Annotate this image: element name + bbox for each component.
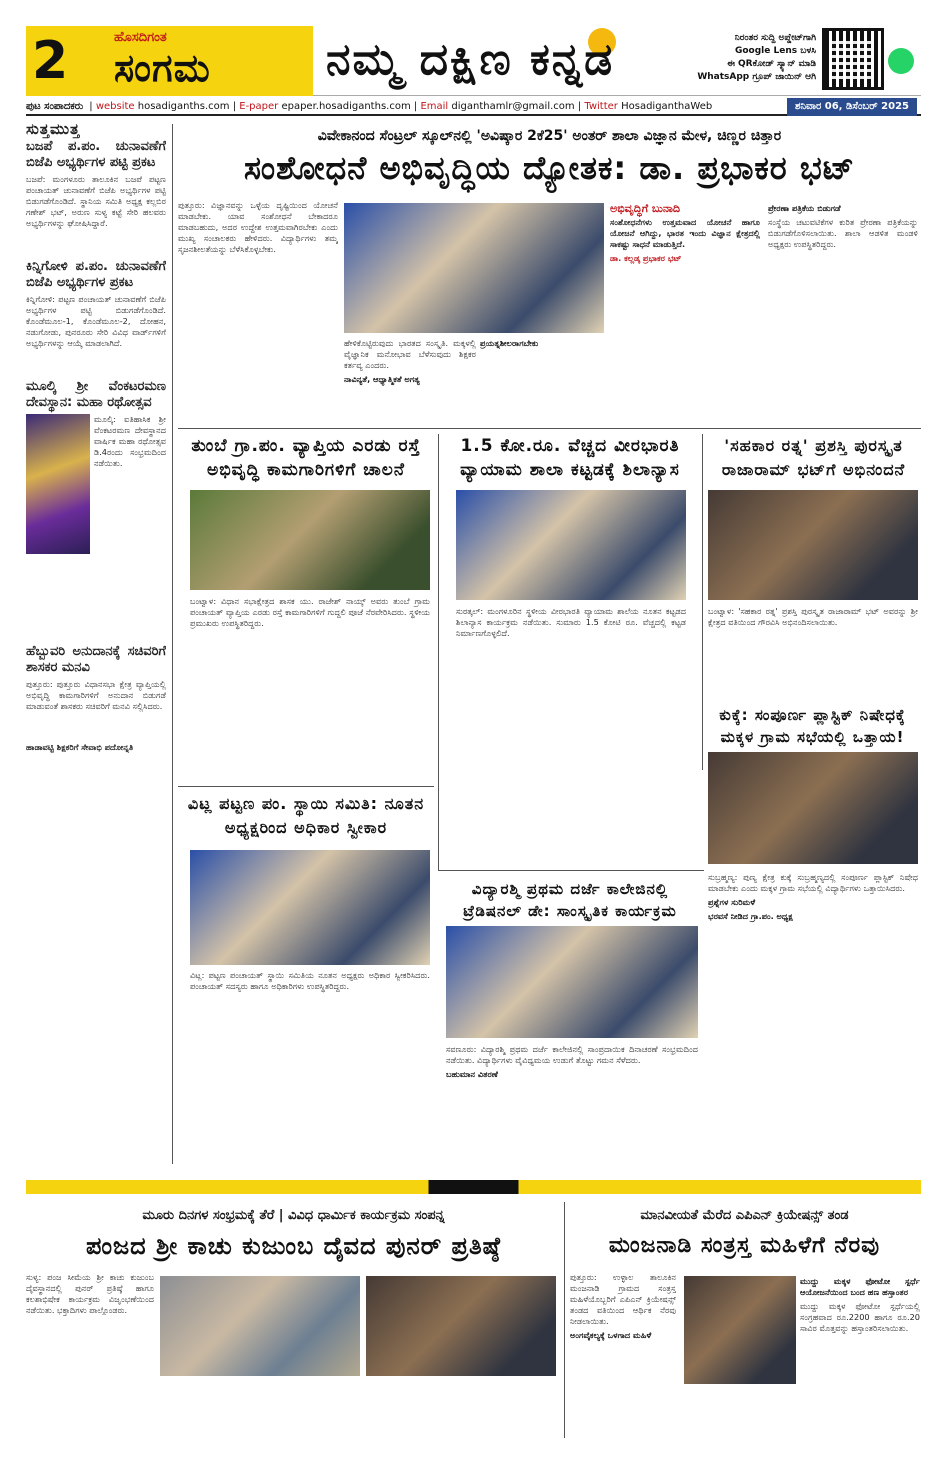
page-number: 2	[32, 31, 69, 91]
pullquote-title: ಅಭಿವೃದ್ಧಿಗೆ ಬುನಾದಿ	[610, 203, 680, 215]
col-divider-1	[438, 434, 439, 870]
website-link[interactable]: hosadiganths.com	[137, 101, 230, 112]
qr-text	[686, 32, 816, 84]
gym-divider	[438, 870, 704, 871]
lead-body-mid	[344, 338, 476, 424]
website-label: website	[95, 101, 135, 112]
sidebar-story1-body: ಬಜಪೆ: ಮಂಗಳೂರು ತಾಲೂಕಿನ ಬಜಪೆ ಪಟ್ಟಣ ಪಂಚಾಯತ್ ಚುನಾವಣೆಗೆ ಬಿಜೆಪಿ ಅಭ್ಯರ್ಥಿಗಳ ಪಟ್ಟಿ ಬಿಡುಗಡೆಗೊಂಡಿದೆ. ಸ್ಥಾನಿಯ ಸಮಿತಿ ಅಧ್ಯಕ್ಷ ಕಲ್ಲಬಿರ ಗಣೇಶ್ ಭಟ್, ಅರುಣ ಸುಳ್ಯ ಕಟ್ಟೆ ಸೇರಿ ಹಲವರು ಅಭ್ಯರ್ಥಿಗಳನ್ನು ಘೋಷಿಸಿದ್ದಾರೆ.	[26, 174, 166, 228]
help-sub1: ಅಂಗವೈಕಲ್ಯಕ್ಕೆ ಒಳಗಾದ ಮಹಿಳೆ	[570, 1330, 652, 1340]
lead-pullquote	[610, 203, 760, 319]
road-divider	[178, 786, 434, 787]
lead-body-left-text: ಪುತ್ತೂರು: ವಿಜ್ಞಾನವನ್ನು ಒಳ್ಳೆಯ ದೃಷ್ಟಿಯಿಂದ ಯೋಚನೆ ಮಾಡಬೇಕು. ಯಾವ ಸಂಶೋಧನೆ ಬೇಕಾದರೂ ಮಾಡಬಹುದು, ಅದರ ಉದ್ದೇಶ ಉತ್ತಮವಾಗಿರಬೇಕು ಎಂದು ಮುಖ್ಯ ಸಂಚಾಲಕರು ಹೇಳಿದರು. ವಿದ್ಯಾರ್ಥಿಗಳು ತಮ್ಮ ಸೃಜನಶೀಲತೆಯನ್ನು ಬೆಳೆಸಿಕೊಳ್ಳಬೇಕು.	[178, 200, 338, 254]
plastic-body	[708, 872, 918, 1164]
award-photo	[708, 490, 918, 600]
twitter-link[interactable]: HosadiganthaWeb	[621, 101, 713, 112]
lead-sub1: ನಾವಿನ್ಯತೆ, ಆಧ್ಯಾತ್ಮಿಕತೆ ಅಗತ್ಯ	[344, 374, 420, 384]
lead-kicker: ವಿವೇಕಾನಂದ ಸೆಂಟ್ರಲ್ ಸ್ಕೂಲ್‌ನಲ್ಲಿ 'ಅವಿಷ್ಕಾರ 2ಕೆ25' ಅಂತರ್ ಶಾಲಾ ವಿಜ್ಞಾನ ಮೇಳ, ಚಿಣ್ಣರ ಚಿತ್ತಾರ	[317, 128, 782, 144]
lead-photo	[344, 203, 604, 333]
twitter-label: Twitter	[584, 101, 618, 112]
help-photo	[684, 1276, 796, 1384]
issue-date: ಶನಿವಾರ 06, ಡಿಸೆಂಬರ್ 2025	[787, 98, 917, 116]
lead-right-body: ಸಂಸ್ಥೆಯ ಚಟುವಟಿಕೆಗಳ ಕುರಿತ ಪ್ರೇರಣಾ ಪತ್ರಿಕೆಯನ್ನು ಬಿಡುಗಡೆಗೊಳಿಸಲಾಯಿತು. ಶಾಲಾ ಆಡಳಿತ ಮಂಡಳಿ ಅಧ್ಯಕ್ಷರು ಉಪಸ್ಥಿತರಿದ್ದರು.	[768, 217, 918, 249]
college-body-text: ಸವಣೂರು: ವಿದ್ಯಾರಶ್ಮಿ ಪ್ರಥಮ ದರ್ಜೆ ಕಾಲೇಜಿನಲ್ಲಿ ಸಾಂಪ್ರದಾಯಿಕ ದಿನಾಚರಣೆ ಸಂಭ್ರಮದಿಂದ ನಡೆಯಿತು. ವಿದ್ಯಾರ್ಥಿಗಳು ವೈವಿಧ್ಯಮಯ ಉಡುಗೆ ತೊಟ್ಟು ಗಮನ ಸೆಳೆದರು.	[446, 1044, 698, 1065]
lead-body-left	[178, 200, 338, 420]
temple-photo-1	[160, 1276, 360, 1376]
masthead-title: ನಮ್ಮ ದಕ್ಷಿಣ ಕನ್ನಡ	[326, 34, 615, 85]
gym-body-text: ಸುರತ್ಕಲ್: ಮಂಗಳೂರಿನ ಸ್ಥಳೀಯ ವೀರಭಾರತಿ ವ್ಯಾಯಾಮ ಶಾಲೆಯ ನೂತನ ಕಟ್ಟಡದ ಶಿಲಾನ್ಯಾಸ ಕಾರ್ಯಕ್ರಮ ನಡೆಯಿತು. ಸುಮಾರು 1.5 ಕೋಟಿ ರೂ. ವೆಚ್ಚದಲ್ಲಿ ಕಟ್ಟಡ ನಿರ್ಮಾಣಗೊಳ್ಳಲಿದೆ.	[456, 606, 686, 638]
lead-body-mid2	[480, 338, 604, 424]
qr-line-2: Google Lens ಬಳಸಿ	[734, 46, 816, 56]
temple-body	[26, 1272, 154, 1432]
qr-line-1: ನಿರಂತರ ಸುದ್ದಿ ಅಪ್ಡೇಟ್‌ಗಾಗಿ	[734, 33, 816, 43]
award-headline: 'ಸಹಕಾರ ರತ್ನ' ಪ್ರಶಸ್ತಿ ಪುರಸ್ಕೃತ ರಾಜಾರಾಮ್ ಭಟ್‌ಗೆ ಅಭಿನಂದನೆ	[721, 436, 906, 479]
qr-code-icon[interactable]	[822, 28, 884, 90]
temple-chariot-photo	[26, 414, 90, 554]
sidebar-story3-body: ಮೂಲ್ಕಿ: ಐತಿಹಾಸಿಕ ಶ್ರೀ ವೆಂಕಟರಮಣ ದೇವಸ್ಥಾನದ ವಾರ್ಷಿಕ ಮಹಾ ರಥೋತ್ಸವ ಡಿ.4ರಂದು ಸಂಭ್ರಮದಿಂದ ನಡೆಯಿತು.	[94, 414, 166, 468]
sidebar-story2-headline: ಕಿನ್ನಿಗೋಳಿ ಪ.ಪಂ. ಚುನಾವಣೆಗೆ ಬಿಜೆಪಿ ಅಭ್ಯರ್ಥಿಗಳ ಪ್ರಕಟ	[26, 259, 166, 290]
help-body-text: ಪುತ್ತೂರು: ಉಳ್ಳಾಲ ತಾಲೂಕಿನ ಮಂಜನಾಡಿ ಗ್ರಾಮದ ಸಂತ್ರಸ್ತ ಮಹಿಳೆಯೊಬ್ಬರಿಗೆ ಎಪಿಎನ್ ಕ್ರಿಯೇಷನ್ಸ್ ತಂಡದ ವತಿಯಿಂದ ಆರ್ಥಿಕ ನೆರವು ನೀಡಲಾಯಿತು.	[570, 1272, 676, 1326]
help-body2: ಮುದ್ದು ಮಕ್ಕಳ ಫೋಟೋ ಸ್ಪರ್ಧೆಯಲ್ಲಿ ಸಂಗ್ರಹವಾದ ರೂ.2200 ಹಾಗೂ ರೂ.20 ಸಾವಿರ ಮೊತ್ತವನ್ನು ಹಸ್ತಾಂತರಿಸಲಾಯಿತು.	[800, 1301, 920, 1333]
help-sidebox	[800, 1276, 920, 1436]
gym-photo	[456, 490, 686, 600]
masthead	[26, 26, 921, 96]
gym-body	[456, 606, 686, 870]
epaper-label: E-paper	[239, 101, 279, 112]
sidebar	[26, 124, 166, 1164]
sidebar-story4-sub: ಹಾಡಾವಟ್ಟಿ ಶಿಕ್ಷಕರಿಗೆ ಸೇವಾಭಿ ಪದೋನ್ನತಿ	[26, 742, 134, 752]
qr-line-4: WhatsApp ಗ್ರೂಪ್ ಜಾಯಿನ್ ಆಗಿ	[697, 72, 816, 82]
pullquote-body: ಸಂಶೋಧನೆಗಳು ಉತ್ತಮವಾದ ಯೋಚನೆ ಹಾಗೂ ಯೋಜನೆ ಆಗಿದ್ದು, ಭಾರತ ಇಂದು ವಿಜ್ಞಾನ ಕ್ಷೇತ್ರದಲ್ಲಿ ಸಾಕಷ್ಟು ಸಾಧನೆ ಮಾಡುತ್ತಿದೆ.	[610, 217, 760, 249]
road-body	[190, 596, 430, 782]
vitla-body	[190, 970, 430, 1164]
email-label: Email	[420, 101, 449, 112]
plastic-sub1: ಪ್ರಶ್ನೆಗಳ ಸುರಿಮಳೆ	[708, 897, 756, 907]
col-divider-2	[702, 434, 703, 770]
plastic-sub2: ಭರವಸೆ ನೀಡಿದ ಗ್ರಾ.ಪಂ. ಅಧ್ಯಕ್ಷ	[708, 911, 793, 921]
sidebar-story4-body: ಪುತ್ತೂರು: ಪುತ್ತೂರು ವಿಧಾನಸಭಾ ಕ್ಷೇತ್ರ ವ್ಯಾಪ್ತಿಯಲ್ಲಿ ಅಭಿವೃದ್ಧಿ ಕಾಮಗಾರಿಗಳಿಗೆ ಅನುದಾನ ಬಿಡುಗಡೆ ಮಾಡುವಂತೆ ಶಾಸಕರು ಸಚಿವರಿಗೆ ಮನವಿ ಸಲ್ಲಿಸಿದರು.	[26, 679, 166, 711]
college-headline: ವಿದ್ಯಾರಶ್ಮಿ ಪ್ರಥಮ ದರ್ಜೆ ಕಾಲೇಜಿನಲ್ಲಿ ಟ್ರೆಡಿಷನಲ್ ಡೇ: ಸಾಂಸ್ಕೃತಿಕ ಕಾರ್ಯಕ್ರಮ	[463, 880, 677, 920]
award-body	[708, 606, 918, 700]
vitla-photo	[190, 850, 430, 965]
temple-kicker: ಮೂರು ದಿನಗಳ ಸಂಭ್ರಮಕ್ಕೆ ತೆರೆ | ವಿವಿಧ ಧಾರ್ಮಿಕ ಕಾರ್ಯಕ್ರಮ ಸಂಪನ್ನ	[142, 1208, 445, 1223]
email-link[interactable]: diganthamlr@gmail.com	[451, 101, 575, 112]
qr-line-3: ಈ QRಕೋಡ್ ಸ್ಕ್ಯಾನ್ ಮಾಡಿ	[727, 59, 816, 69]
gym-headline: 1.5 ಕೋ.ರೂ. ವೆಚ್ಚದ ವೀರಭಾರತಿ ವ್ಯಾಯಾಮ ಶಾಲಾ ಕಟ್ಟಡಕ್ಕೆ ಶಿಲಾನ್ಯಾಸ	[460, 436, 680, 480]
epaper-link[interactable]: epaper.hosadiganths.com	[281, 101, 411, 112]
plastic-headline: ಕುಕ್ಕೆ: ಸಂಪೂರ್ಣ ಪ್ಲಾಸ್ಟಿಕ್ ನಿಷೇಧಕ್ಕೆ ಮಕ್ಕಳ ಗ್ರಾಮ ಸಭೆಯಲ್ಲಿ ಒತ್ತಾಯ!	[719, 706, 906, 746]
plastic-photo	[708, 752, 918, 864]
vitla-body-text: ವಿಟ್ಲ: ಪಟ್ಟಣ ಪಂಚಾಯತ್ ಸ್ಥಾಯಿ ಸಮಿತಿಯ ನೂತನ ಅಧ್ಯಕ್ಷರು ಅಧಿಕಾರ ಸ್ವೀಕರಿಸಿದರು. ಪಂಚಾಯತ್ ಸದಸ್ಯರು ಹಾಗೂ ಅಧಿಕಾರಿಗಳು ಉಪಸ್ಥಿತರಿದ್ದರು.	[190, 970, 430, 991]
temple-photo-2	[366, 1276, 556, 1376]
whatsapp-icon	[888, 48, 914, 74]
sidebar-title: ಸುತ್ತಮುತ್ತ	[26, 124, 81, 138]
sidebar-story2-body: ಕಿನ್ನಿಗೋಳಿ: ಪಟ್ಟಣ ಪಂಚಾಯತ್ ಚುನಾವಣೆಗೆ ಬಿಜೆಪಿ ಅಭ್ಯರ್ಥಿಗಳ ಪಟ್ಟಿ ಬಿಡುಗಡೆಗೊಂಡಿದೆ. ಕೊಂಡೆಮೂಲ-1, ಕೊಂಡೆಮೂಲ-2, ದೋಹನ, ನಡುಗೋಡು, ಪುನರೂರು ಸೇರಿ ವಿವಿಧ ವಾರ್ಡ್‌ಗಳಿಗೆ ಅಭ್ಯರ್ಥಿಗಳನ್ನು ಆಯ್ಕೆ ಮಾಡಲಾಗಿದೆ.	[26, 294, 166, 348]
bottom-divider	[564, 1202, 565, 1438]
vitla-headline: ವಿಟ್ಲ ಪಟ್ಟಣ ಪಂ. ಸ್ಥಾಯಿ ಸಮಿತಿ: ನೂತನ ಅಧ್ಯಕ್ಷರಿಂದ ಅಧಿಕಾರ ಸ್ವೀಕಾರ	[187, 794, 425, 837]
help-headline: ಮಂಜನಾಡಿ ಸಂತ್ರಸ್ತ ಮಹಿಳೆಗೆ ನೆರವು	[608, 1233, 881, 1258]
lead-right-sub: ಪ್ರೇರಣಾ ಪತ್ರಿಕೆಯ ಬಿಡುಗಡೆ	[768, 203, 841, 213]
info-bar: ಪುಟ ಸಂಪಾದಕರು | website hosadiganths.com | E-paper epaper.hosadiganths.com | Email diganthamlr@gmail.com | Twitter HosadiganthaWeb ಶನಿವಾರ 06, ಡಿಸೆಂಬರ್ 2025	[26, 98, 921, 116]
road-body-text: ಬಂಟ್ವಾಳ: ವಿಧಾನ ಸಭಾಕ್ಷೇತ್ರದ ಶಾಸಕ ಯು. ರಾಜೇಶ್ ನಾಯ್ಕ್ ಅವರು ತುಂಬೆ ಗ್ರಾಮ ಪಂಚಾಯತ್ ವ್ಯಾಪ್ತಿಯ ಎರಡು ರಸ್ತೆ ಕಾಮಗಾರಿಗಳಿಗೆ ಗುದ್ದಲಿ ಪೂಜೆ ನೆರವೇರಿಸಿದರು. ಸ್ಥಳೀಯ ಪ್ರಮುಖರು ಉಪಸ್ಥಿತರಿದ್ದರು.	[190, 596, 430, 628]
help-body	[570, 1272, 676, 1438]
brand-small: ಹೊಸದಿಗಂತ	[114, 30, 167, 45]
lead-body-mid-text: ಹೇಳಿಕೊಟ್ಟಿರುವುದು ಭಾರತದ ಸಂಸ್ಕೃತಿ. ಮಕ್ಕಳಲ್ಲಿ ವೈಜ್ಞಾನಿಕ ಮನೋಭಾವ ಬೆಳೆಸುವುದು ಶಿಕ್ಷಕರ ಕರ್ತವ್ಯ ಎಂದರು.	[344, 338, 476, 370]
help-photo-caption: ಮುದ್ದು ಮಕ್ಕಳ ಫೋಟೋ ಸ್ಪರ್ಧೆ ಆಯೋಜನೆಯಿಂದ ಬಂದ ಹಣ ಹಸ್ತಾಂತರ	[800, 1276, 920, 1297]
divider-strip	[26, 1180, 921, 1194]
road-headline: ತುಂಬೆ ಗ್ರಾ.ಪಂ. ವ್ಯಾಪ್ತಿಯ ಎರಡು ರಸ್ತೆ ಅಭಿವೃದ್ಧಿ ಕಾಮಗಾರಿಗಳಿಗೆ ಚಾಲನೆ	[191, 436, 421, 480]
sidebar-story3-headline: ಮೂಲ್ಕಿ ಶ್ರೀ ವೆಂಕಟರಮಣ ದೇವಸ್ಥಾನ: ಮಹಾ ರಥೋತ್ಸವ	[26, 379, 166, 410]
temple-headline: ಪಂಜದ ಶ್ರೀ ಕಾಚು ಕುಜುಂಬ ದೈವದ ಪುನರ್ ಪ್ರತಿಷ್ಠೆ	[86, 1232, 501, 1260]
sidebar-divider	[172, 124, 173, 1164]
lead-body-right	[768, 203, 918, 423]
lead-sub2: ಪ್ರಯತ್ನಶೀಲರಾಗಬೇಕು	[480, 338, 539, 348]
college-body	[446, 1044, 698, 1164]
pullquote-author: ಡಾ. ಕಲ್ಲಡ್ಕ ಪ್ರಭಾಕರ ಭಟ್	[610, 253, 682, 263]
plastic-body-text: ಸುಬ್ರಹ್ಮಣ್ಯ: ಪುಣ್ಯ ಕ್ಷೇತ್ರ ಕುಕ್ಕೆ ಸುಬ್ರಹ್ಮಣ್ಯದಲ್ಲಿ ಸಂಪೂರ್ಣ ಪ್ಲಾಸ್ಟಿಕ್ ನಿಷೇಧ ಮಾಡಬೇಕು ಎಂದು ಮಕ್ಕಳ ಗ್ರಾಮ ಸಭೆಯಲ್ಲಿ ವಿದ್ಯಾರ್ಥಿಗಳು ಒತ್ತಾಯಿಸಿದರು.	[708, 872, 918, 893]
sidebar-story1-headline: ಬಜಪೆ ಪ.ಪಂ. ಚುನಾವಣೆಗೆ ಬಿಜೆಪಿ ಅಭ್ಯರ್ಥಿಗಳ ಪಟ್ಟಿ ಪ್ರಕಟ	[26, 139, 166, 170]
college-sub1: ಬಹುಮಾನ ವಿತರಣೆ	[446, 1069, 498, 1079]
temple-body-text: ಸುಳ್ಯ: ಪಂಜ ಸೀಮೆಯ ಶ್ರೀ ಕಾಚು ಕುಜುಂಬ ದೈವಸ್ಥಾನದಲ್ಲಿ ಪುನರ್ ಪ್ರತಿಷ್ಠೆ ಹಾಗೂ ಕಲಶಾಭಿಷೇಕ ಕಾರ್ಯಕ್ರಮ ವಿಜೃಂಭಣೆಯಿಂದ ನಡೆಯಿತು. ಭಕ್ತಾದಿಗಳು ಪಾಲ್ಗೊಂಡರು.	[26, 1272, 154, 1315]
sidebar-story4-headline: ಹೆಬ್ಬುವರಿ ಅನುದಾನಕ್ಕೆ ಸಚಿವರಿಗೆ ಶಾಸಕರ ಮನವಿ	[26, 644, 166, 675]
lead-headline: ಸಂಶೋಧನೆ ಅಭಿವೃದ್ಧಿಯ ದ್ಯೋತಕ: ಡಾ. ಪ್ರಭಾಕರ ಭಟ್	[243, 149, 856, 187]
road-photo	[190, 490, 430, 590]
college-photo	[446, 926, 698, 1038]
lead-divider	[178, 428, 921, 429]
brand-big: ಸಂಗಮ	[114, 46, 211, 90]
page-editor-label: ಪುಟ ಸಂಪಾದಕರು	[26, 101, 84, 112]
award-body-text: ಬಂಟ್ವಾಳ: 'ಸಹಕಾರ ರತ್ನ' ಪ್ರಶಸ್ತಿ ಪುರಸ್ಕೃತ ರಾಜಾರಾಮ್ ಭಟ್ ಅವರನ್ನು ಶ್ರೀ ಕ್ಷೇತ್ರದ ವತಿಯಿಂದ ಗೌರವಿಸಿ ಅಭಿನಂದಿಸಲಾಯಿತು.	[708, 606, 918, 627]
help-kicker: ಮಾನವೀಯತೆ ಮೆರೆದ ಎಪಿಎನ್ ಕ್ರಿಯೇಷನ್ಸ್ ತಂಡ	[640, 1208, 849, 1223]
